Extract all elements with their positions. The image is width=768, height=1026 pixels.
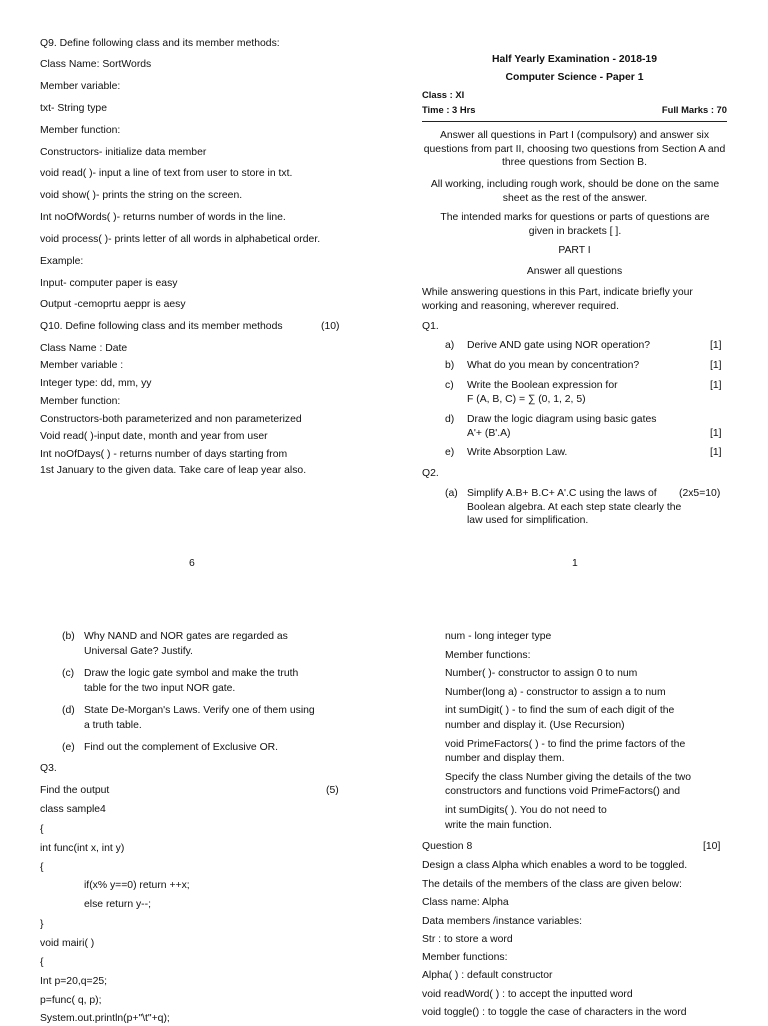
member-function-heading: Member function: [40, 125, 121, 136]
q1-label: Q1. [422, 321, 439, 332]
process-method: void process( )- prints letter of all words in alphabetical order. [40, 234, 321, 245]
page-number-right: 1 [572, 558, 578, 569]
class-name-date: Class Name : Date [40, 343, 128, 354]
q1-item-text: Draw the logic diagram using basic gates [467, 414, 657, 425]
q1-item-text-2: F (A, B, C) = ∑ (0, 1, 2, 5) [467, 394, 586, 405]
code-line: if(x% y==0) return ++x; [84, 880, 190, 891]
sumdigits-line-1: int sumDigits( ). You do not need to [445, 805, 607, 816]
constructors-line: Constructors- initialize data member [40, 147, 207, 158]
item-line-1: State De-Morgan's Laws. Verify one of them using [84, 705, 315, 716]
q9-title: Q9. Define following class and its member methods: [40, 38, 280, 49]
item-line-1: Draw the logic gate symbol and make the truth [84, 668, 299, 679]
q1-item-text: What do you mean by concentration? [467, 360, 640, 371]
noofdays-line-1: Int noOfDays( ) - returns number of days starting from [40, 449, 288, 460]
page-number-left: 6 [189, 558, 195, 569]
code-line: } [40, 919, 44, 930]
q10-title: Q10. Define following class and its member methods [40, 321, 283, 332]
time-label: Time : 3 Hrs [422, 104, 476, 115]
while-answering: While answering questions in this Part, indicate briefly your working and reasoning, wherever required. [422, 287, 693, 312]
q10-marks: (10) [321, 321, 340, 332]
number-constructor: Number( )- constructor to assign 0 to num [445, 668, 638, 679]
txt-variable: txt- String type [40, 103, 107, 114]
q1-item-label: e) [445, 447, 455, 458]
q1-item-text-2: A'+ (B'.A) [467, 428, 511, 439]
integer-type: Integer type: dd, mm, yy [40, 378, 152, 389]
q1-item-label: c) [445, 380, 454, 391]
code-line: { [40, 862, 44, 873]
sumdigit-line-1: int sumDigit( ) - to find the sum of each digit of the [445, 705, 675, 716]
q1-item-marks: [1] [710, 360, 722, 371]
q1-item-marks: [1] [710, 428, 722, 439]
member-variable-heading-2: Member variable : [40, 360, 124, 371]
code-line: p=func( q, p); [40, 995, 102, 1006]
item-line-1: Find out the complement of Exclusive OR. [84, 742, 279, 753]
member-functions-heading-2: Member functions: [422, 952, 508, 963]
instruction-3: The intended marks for questions or parts of questions are given in brackets [ ]. [440, 212, 710, 237]
q2-label: Q2. [422, 468, 439, 479]
readword-method: void readWord( ) : to accept the inputted word [422, 989, 633, 1000]
find-output-marks: (5) [326, 785, 339, 796]
show-method: void show( )- prints the string on the screen. [40, 190, 243, 201]
q2a-label: (a) [445, 488, 458, 499]
primefactors-line-2: number and display them. [445, 753, 565, 764]
member-variable-heading: Member variable: [40, 81, 121, 92]
q1-item-marks: [1] [710, 380, 722, 391]
item-line-1: Why NAND and NOR gates are regarded as [84, 631, 288, 642]
q1-item-text: Derive AND gate using NOR operation? [467, 340, 651, 351]
sumdigits-line-2: write the main function. [445, 820, 552, 831]
question-8-marks: [10] [703, 841, 721, 852]
q2a-line-2: Boolean algebra. At each step state clearly the [467, 502, 682, 513]
str-member: Str : to store a word [422, 934, 513, 945]
class-name: Class Name: SortWords [40, 59, 152, 70]
code-line: { [40, 957, 44, 968]
exam-title: Half Yearly Examination - 2018-19 [492, 54, 657, 65]
q2a-marks: (2x5=10) [679, 488, 721, 499]
full-marks-label: Full Marks : 70 [661, 104, 727, 115]
specify-line-2: constructors and functions void PrimeFactors() and [445, 786, 681, 797]
example-input: Input- computer paper is easy [40, 278, 178, 289]
paper-title: Computer Science - Paper 1 [505, 72, 644, 83]
part-heading: PART I [558, 245, 591, 256]
instruction-1: Answer all questions in Part I (compulsory) and answer six questions from part II, choosing two questions from Section A and three questions from Section B. [423, 130, 726, 169]
find-output: Find the output [40, 785, 110, 796]
num-type: num - long integer type [445, 631, 552, 642]
number-long-constructor: Number(long a) - constructor to assign a to num [445, 687, 666, 698]
member-function-heading-2: Member function: [40, 396, 121, 407]
item-line-2: a truth table. [84, 720, 142, 731]
noofdays-line-2: 1st January to the given data. Take care of leap year also. [40, 465, 307, 476]
code-line: System.out.println(p+"\t"+q); [40, 1013, 170, 1024]
item-line-2: table for the two input NOR gate. [84, 683, 236, 694]
q2a-line-1: Simplify A.B+ B.C+ A'.C using the laws of [467, 488, 657, 499]
q2a-line-3: law used for simplification. [467, 515, 589, 526]
q3-label: Q3. [40, 763, 57, 774]
item-label: (e) [62, 742, 75, 753]
q1-item-marks: [1] [710, 447, 722, 458]
code-line: void mairi( ) [40, 938, 95, 949]
item-label: (b) [62, 631, 75, 642]
code-line: else return y--; [84, 899, 151, 910]
code-line: class sample4 [40, 804, 106, 815]
code-line: Int p=20,q=25; [40, 976, 108, 987]
item-label: (d) [62, 705, 75, 716]
class-label: Class : XI [422, 89, 465, 100]
answer-all-heading: Answer all questions [526, 266, 623, 277]
member-functions-heading: Member functions: [445, 650, 531, 661]
q1-item-label: a) [445, 340, 455, 351]
toggle-method: void toggle() : to toggle the case of characters in the word [422, 1007, 687, 1018]
constructors-line-2: Constructors-both parameterized and non parameterized [40, 414, 302, 425]
example-heading: Example: [40, 256, 84, 267]
noofwords-method: Int noOfWords( )- returns number of words in the line. [40, 212, 286, 223]
item-line-2: Universal Gate? Justify. [84, 646, 193, 657]
details-line: The details of the members of the class are given below: [422, 879, 682, 890]
alpha-constructor: Alpha( ) : default constructor [422, 970, 553, 981]
code-line: int func(int x, int y) [40, 843, 125, 854]
specify-line-1: Specify the class Number giving the details of the two [445, 772, 692, 783]
void-read-2: Void read( )-input date, month and year from user [40, 431, 268, 442]
q1-item-label: b) [445, 360, 455, 371]
class-name-alpha: Class name: Alpha [422, 897, 509, 908]
q1-item-label: d) [445, 414, 455, 425]
question-8-heading: Question 8 [422, 841, 473, 852]
primefactors-line-1: void PrimeFactors( ) - to find the prime factors of the [445, 739, 686, 750]
example-output: Output -cemoprtu aeppr is aesy [40, 299, 186, 310]
q1-item-text: Write the Boolean expression for [467, 380, 618, 391]
instruction-2: All working, including rough work, should be done on the same sheet as the rest of the answer. [430, 179, 720, 204]
read-method: void read( )- input a line of text from user to store in txt. [40, 168, 293, 179]
data-members-heading: Data members /instance variables: [422, 916, 582, 927]
header-rule [422, 121, 727, 122]
design-line: Design a class Alpha which enables a word to be toggled. [422, 860, 688, 871]
item-label: (c) [62, 668, 75, 679]
code-line: { [40, 824, 44, 835]
q1-item-text: Write Absorption Law. [467, 447, 568, 458]
q1-item-marks: [1] [710, 340, 722, 351]
sumdigit-line-2: number and display it. (Use Recursion) [445, 720, 625, 731]
